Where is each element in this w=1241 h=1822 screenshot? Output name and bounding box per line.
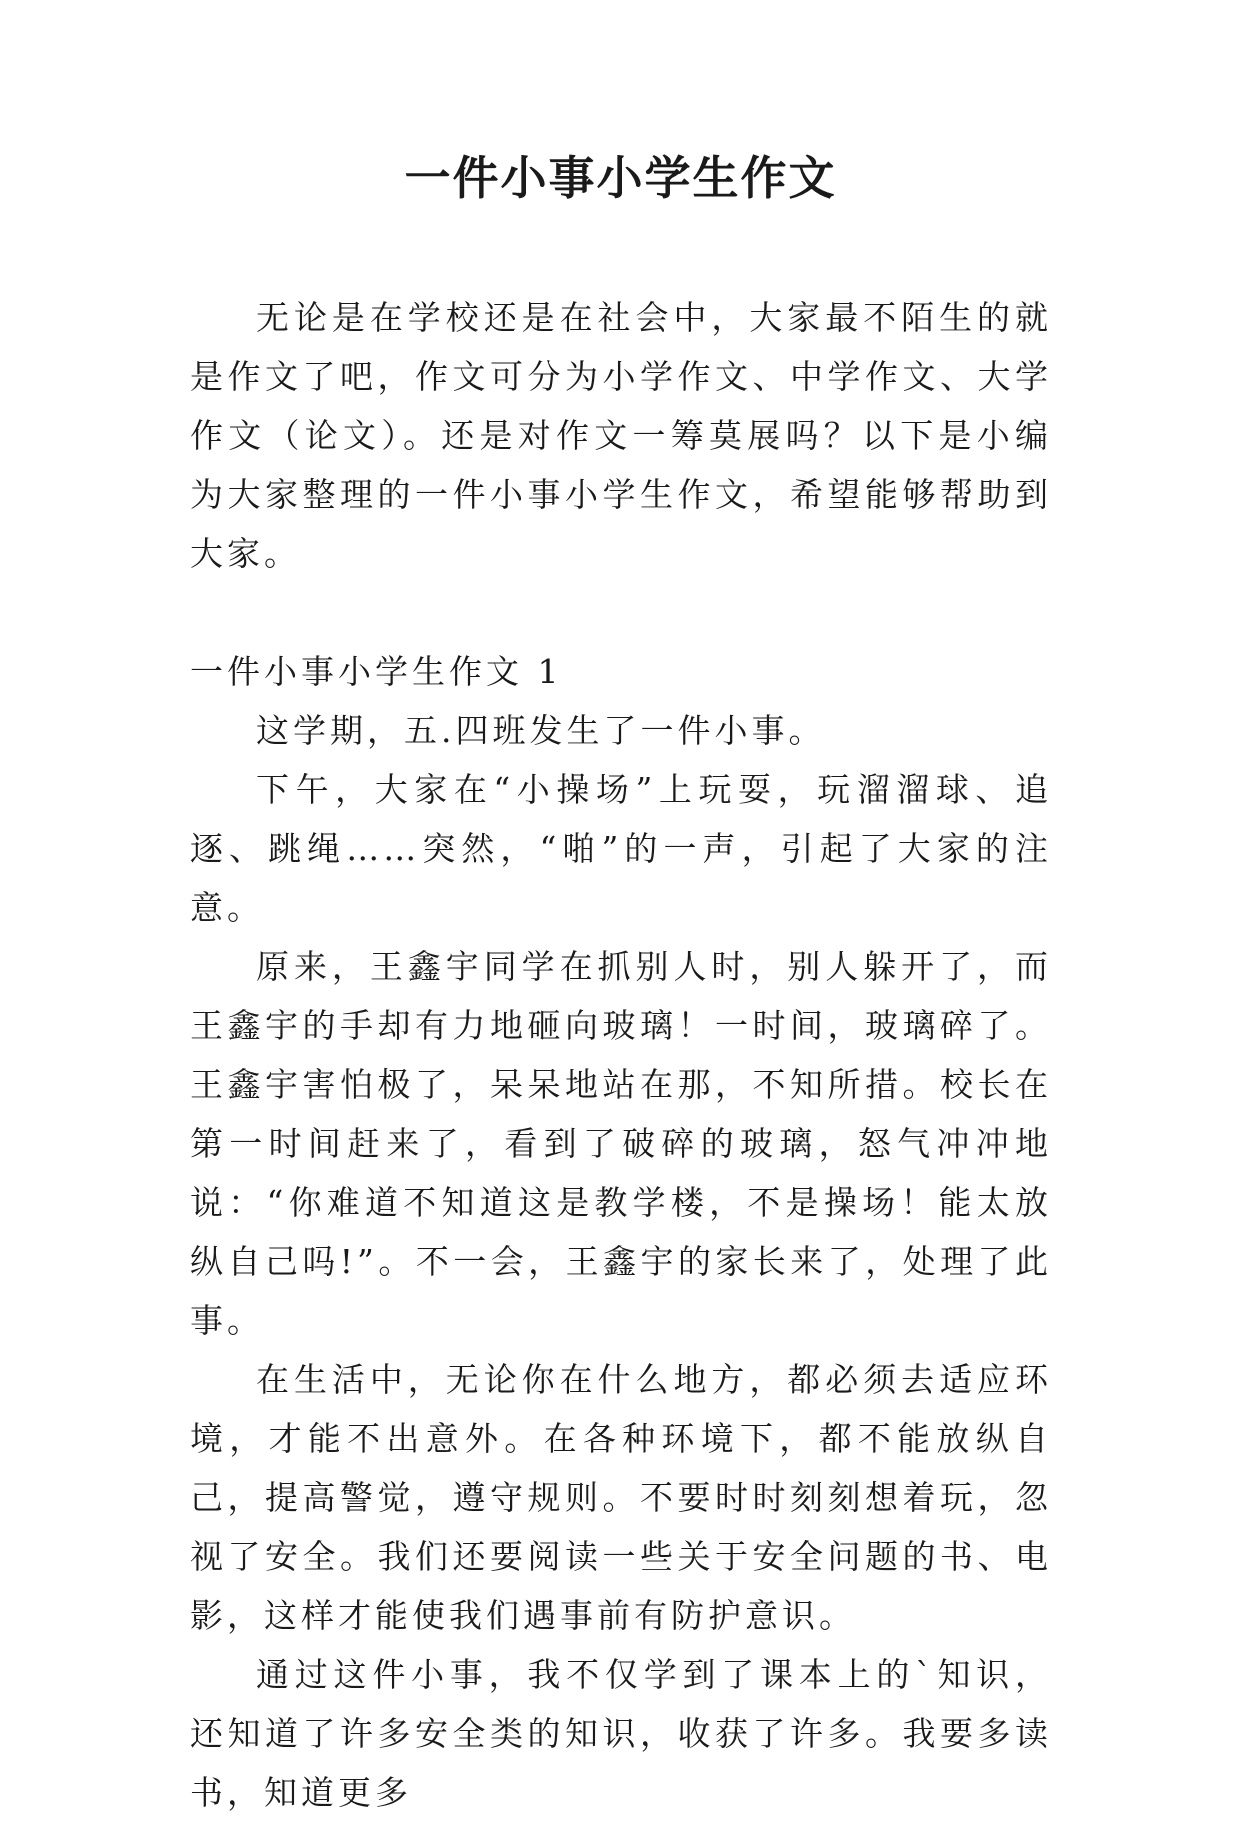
document-title: 一件小事小学生作文 — [404, 151, 837, 205]
body-paragraph: 在生活中，无论你在什么地方，都必须去适应环境，才能不出意外。在各种环境下，都不能放纵自己，提高警觉，遵守规则。不要时时刻刻想着玩，忽视了安全。我们还要阅读一些关于安全问题的书、电影，这样才能使我们遇事前有防护意识。 — [190, 1360, 1052, 1635]
body-paragraph: 通过这件小事，我不仅学到了课本上的`知识，还知道了许多安全类的知识，收获了许多。我要多读书，知道更多 — [190, 1655, 1052, 1812]
document-body — [190, 288, 1052, 1822]
body-paragraph: 原来，王鑫宇同学在抓别人时，别人躲开了，而王鑫宇的手却有力地砸向玻璃！一时间，玻璃碎了。王鑫宇害怕极了，呆呆地站在那，不知所措。校长在第一时间赶来了，看到了破碎的玻璃，怒气冲冲地说：“你难道不知道这是教学楼，不是操场！能太放纵自己吗!”。不一会，王鑫宇的家长来了，处理了此事。 — [190, 947, 1052, 1340]
section-heading: 一件小事小学生作文 1 — [190, 652, 563, 691]
intro-paragraph: 无论是在学校还是在社会中，大家最不陌生的就是作文了吧，作文可分为小学作文、中学作文、大学作文（论文）。还是对作文一筹莫展吗？以下是小编为大家整理的一件小事小学生作文，希望能够帮助到大家。 — [190, 298, 1052, 573]
body-paragraph: 这学期，五.四班发生了一件小事。 — [256, 711, 826, 750]
body-paragraph: 下午，大家在“小操场”上玩耍，玩溜溜球、追逐、跳绳……突然，“啪”的一声，引起了大家的注意。 — [190, 770, 1052, 927]
